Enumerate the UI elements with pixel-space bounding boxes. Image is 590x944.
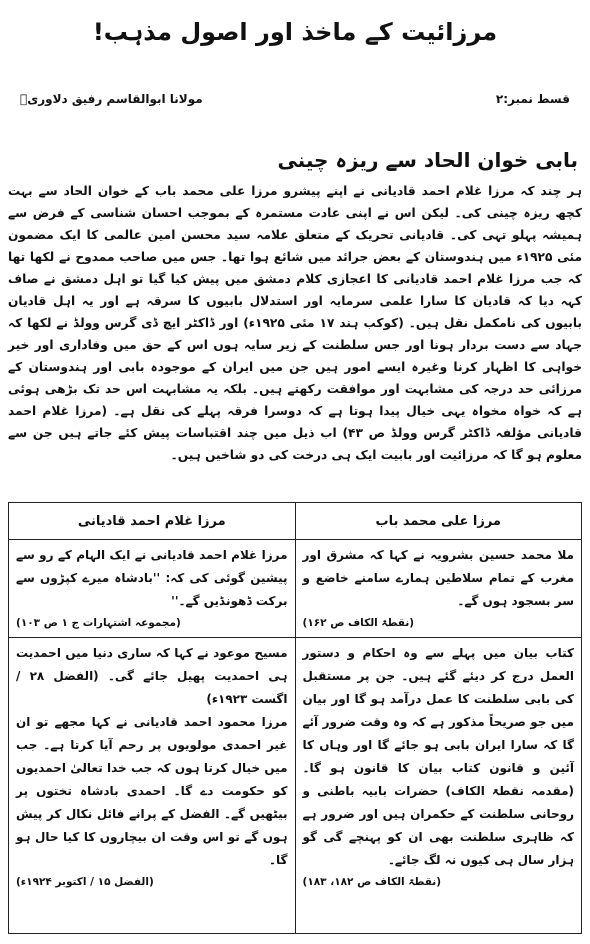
table-cell-mirza [9,638,296,934]
cell-reference: (الفضل ۱۵ / اکتوبر ۱۹۲۴ء) [16,876,154,888]
cell-text: ملا محمد حسین بشرویہ نے کہا کہ مشرق اور مغرب کے تمام سلاطین ہمارے سامنے خاضع و سر بسجود ہوں گے۔ [302,548,574,608]
table-cell-mirza [9,540,296,638]
cell-text: کتاب بیان میں پہلے سے وہ احکام و دستور العمل درج کر دیئے گئے ہیں۔ جن پر مستقبل کی بابی سلطنت کا عمل درآمد ہو گا اور بیان میں جو صریحاً مذکور ہے کہ وہ وقت ضرور آئے گا کہ سارا ایران بابی ہو جائے گا اور وہاں کا آئین و قانون کتاب بیان کا قانون ہو گا۔ (مقدمہ نقطۃ الکاف) حضرات بابیہ باطنی و روحانی سلطنت کے حکمران ہیں اور ضرور ہے کہ ظاہری سلطنت بھی ان کو پہنچے گی گو ہزار سال ہی کیوں نہ لگ جائے۔ [302,646,574,867]
installment-number: قسط نمبر:۲ [495,92,570,106]
table-cell-bab [295,540,582,638]
cell-text: مرزا محمود احمد قادیانی نے کہا مجھے تو ان غیر احمدی مولویوں پر رحم آیا کرتا ہے۔ جب میں خیال کرتا ہوں کہ جب خدا تعالیٰ احمدیوں کو حکومت دے گا۔ احمدی بادشاہ تختوں پر بیٹھیں گے۔ الفضل کے پرانے فائل نکال کر پیش ہوں گے تو اس وقت ان بیچاروں کا کیا حال ہو گا۔ [16,715,288,867]
table-cell-bab [295,638,582,934]
intro-paragraph: ہر چند کہ مرزا غلام احمد قادیانی نے اپنے پیشرو مرزا علی محمد باب کے خوان الحاد سے بہت کچھ ریزہ چینی کی۔ لیکن اس نے اپنی عادت مستمرہ کے بموجب احسان شناسی کے فرض سے ہمیشہ پہلو تہی کی۔ قادیانی تحریک کے متعلق علامہ سید محسن امین عالمی کا ایک مضمون مئی ۱۹۲۵ء میں ہندوستان کے بعض جرائد میں شائع ہوا تھا۔ جس میں صاحب ممدوح نے لکھا تھا کہ جب مرزا غلام احمد قادیانی کا اعجازی کلام دمشق میں پیش کیا گیا تو اہل دمشق نے صاف کہہ دیا کہ قادیان کا سارا علمی سرمایہ اور استدلال بابیوں کا سرقہ ہے اور یہ اہل قادیان بابیوں کی نامکمل نقل ہیں۔ (کوکب ہند ۱۷ مئی ۱۹۲۵ء) اور ڈاکٹر ایچ ڈی گرس وولڈ نے لکھا کہ جہاد سے دست بردار ہونا اور جس سلطنت کے زیر سایہ ہوں اس کے حق میں وفاداری اور خیر خواہی کا اظہار کرنا وغیرہ ایسے امور ہیں جن میں ایران کے موجودہ بابی اور ہندوستان کے مرزائی حد درجہ کی مشابہت اور موافقت رکھتے ہیں۔ بلکہ یہ مشابہت اس حد تک بڑھی ہوئی ہے کہ خواہ مخواہ یہی خیال پیدا ہوتا ہے کہ دوسرا فرقہ پہلے کی نقل ہے۔ (مرزا غلام احمد قادیانی مؤلفہ ڈاکٹر گرس وولڈ ص ۴۳) اب ذیل میں چند اقتباسات پیش کئے جاتے ہیں جن سے معلوم ہو گا کہ مرزائیت اور بابیت ایک ہی درخت کی دو شاخیں ہیں۔ [8,184,582,462]
cell-text: مرزا غلام احمد قادیانی نے ایک الہام کے رو سے پیشین گوئی کی کہ: ''بادشاہ میرے کپڑوں سے برکت ڈھونڈیں گے۔'' [16,548,288,608]
comparison-table [8,502,582,934]
table-row [9,638,582,934]
article-title: مرزائیت کے ماخذ اور اصول مذہب! [92,18,498,46]
table-row [9,540,582,638]
cell-reference: (نقطۃ الکاف ص ۱۸۲، ۱۸۳) [302,876,441,888]
cell-reference: (مجموعہ اشتہارات ج ۱ ص ۱۰۳) [16,617,181,629]
cell-text: مسیح موعود نے کہا کہ ساری دنیا میں احمدیت ہی احمدیت پھیل جائے گی۔ (الفضل ۲۸ / اگست ۱۹۲۳ء) [16,646,288,706]
column-header-mirza: مرزا غلام احمد قادیانی [9,503,296,540]
section-heading: بابی خوان الحاد سے ریزہ چینی [277,148,578,172]
column-header-bab: مرزا علی محمد باب [295,503,582,540]
author-name: مولانا ابوالقاسم رفیق دلاوریؒ [20,92,203,106]
cell-reference: (نقطۃ الکاف ص ۱۶۲) [302,617,415,629]
table-header-row [9,503,582,540]
article-meta [20,92,570,114]
